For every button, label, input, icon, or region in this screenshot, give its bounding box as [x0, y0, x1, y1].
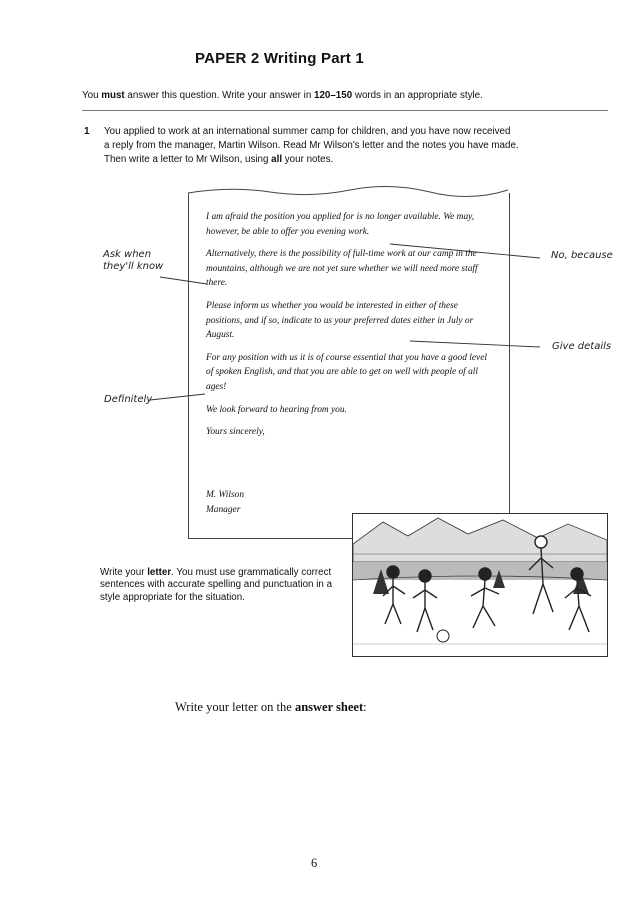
- letter-paragraph: Please inform us whether you would be interested in either of these positions, and if so, indicate to us your preferred dates either in July or August.: [206, 300, 474, 341]
- letter-paragraph: We look forward to hearing from you.: [206, 404, 347, 415]
- letter-paragraph: Alternatively, there is the possibility of full-time work at our camp in the mountains, although we are not yet sure whether we will need more staff there.: [206, 249, 478, 289]
- page-number: 6: [311, 856, 318, 870]
- question-number: 1: [84, 126, 90, 137]
- note-give-details: Give details: [552, 341, 612, 352]
- page-title: PAPER 2 Writing Part 1: [195, 50, 364, 67]
- question-text: You applied to work at an international summer camp for children, and you have now received a reply from the manager, Martin Wilson. Read Mr Wilson's letter and the notes you have made. Then write a letter to Mr Wilson, using all your notes.: [104, 126, 519, 165]
- note-ask-when: Ask when they'll know: [103, 249, 164, 272]
- letter-paragraph: I am afraid the position you applied for is no longer available. We may, however, be able to offer you evening work.: [206, 212, 475, 237]
- note-no-because: No, because: [551, 250, 613, 261]
- camp-illustration: [352, 513, 608, 657]
- letter-body: [206, 210, 488, 448]
- children-playing-football-image: [353, 514, 607, 656]
- instruction-line: You must answer this question. Write your answer in 120–150 words in an appropriate style.: [82, 90, 483, 101]
- letter-paragraph: For any position with us it is of course essential that you have a good level of spoken English, and that you are able to get on well with people of all ages!: [206, 352, 487, 392]
- letter-closing: Yours sincerely,: [206, 427, 265, 438]
- letter-signature: M. Wilson Manager: [206, 490, 245, 515]
- note-definitely: Definitely: [104, 394, 153, 405]
- answer-sheet-instruction: Write your letter on the answer sheet:: [175, 700, 367, 714]
- task-instruction: Write your letter. You must use grammatically correct sentences with accurate spelling and punctuation in a style appropriate for the situation.: [100, 567, 333, 603]
